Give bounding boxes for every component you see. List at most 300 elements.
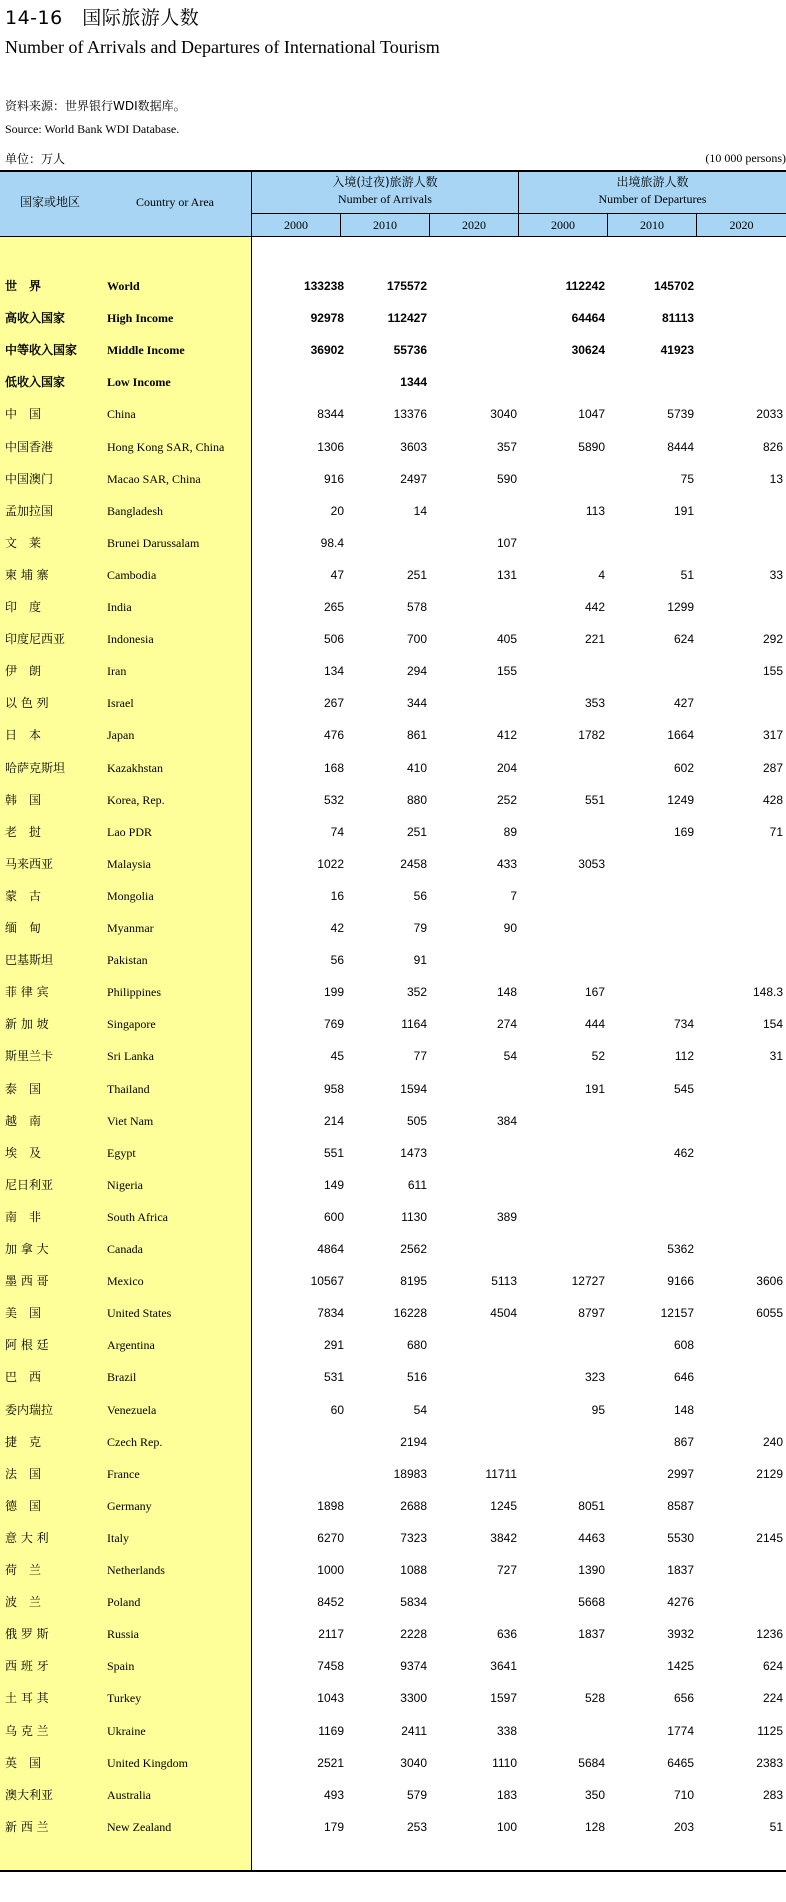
country-name-en: France (107, 1466, 140, 1481)
departures-2020-value (703, 1394, 783, 1426)
departures-2000-value (525, 527, 605, 559)
arrivals-2010-value: 344 (406, 696, 427, 711)
departures-2010-value: 41923 (660, 343, 694, 358)
country-name-cn: 韩 国 (5, 792, 42, 807)
arrivals-2000-value: 56 (330, 953, 344, 968)
departures-2000-value: 4463 (578, 1530, 605, 1545)
arrivals-2020-value (437, 687, 517, 719)
departures-2000-value: 353 (584, 696, 605, 711)
country-name-en: Australia (107, 1787, 151, 1802)
country-name-cn: 荷 兰 (5, 1563, 42, 1577)
arrivals-2020-value: 11711 (485, 1466, 517, 1481)
departures-2020-value: 317 (762, 728, 783, 743)
arrivals-2020-value: 155 (496, 664, 517, 679)
departures-2010-value: 734 (673, 1017, 694, 1032)
departures-2020-value: 51 (769, 1819, 783, 1834)
country-name-en: High Income (107, 311, 174, 326)
country-name-en: Myanmar (107, 921, 154, 935)
departures-2000-value (525, 1233, 605, 1265)
country-name-cn: 老 挝 (5, 824, 42, 839)
arrivals-2000-value: 8344 (317, 407, 344, 422)
table-row (0, 687, 786, 719)
country-name-cn: 高收入国家 (5, 311, 66, 326)
arrivals-2000-value: 199 (323, 985, 344, 1000)
country-name-cn: 德 国 (5, 1498, 42, 1513)
arrivals-2000-value: 769 (323, 1017, 344, 1032)
departures-2010-value: 1837 (667, 1563, 694, 1577)
arrivals-2010-value: 861 (406, 728, 427, 743)
arrivals-2010-value: 91 (413, 953, 427, 968)
arrivals-2000-value: 133238 (303, 279, 344, 293)
arrivals-2020-value (437, 366, 517, 398)
country-name-cn: 菲 律 宾 (5, 985, 49, 1000)
country-name-cn: 乌 克 兰 (5, 1723, 49, 1738)
country-name-cn: 印 度 (5, 600, 42, 614)
source-note-en: Source: World Bank WDI Database. (5, 122, 180, 136)
table-row (0, 1233, 786, 1265)
country-name-en: Brunei Darussalam (107, 535, 200, 550)
table-row (0, 1008, 786, 1040)
country-name-cn: 阿 根 廷 (5, 1338, 49, 1353)
departures-2010-value (614, 1105, 694, 1137)
arrivals-2000-value: 42 (330, 921, 344, 935)
arrivals-2010-value: 55736 (393, 343, 427, 358)
arrivals-2010-value: 3040 (400, 1755, 427, 1770)
departures-2010-value (614, 912, 694, 944)
departures-2010-value: 8444 (667, 439, 694, 454)
departures-2000-value (525, 880, 605, 912)
country-name-en: Iran (107, 664, 127, 679)
arrivals-2000-value (264, 1458, 344, 1490)
country-name-en: United States (107, 1306, 172, 1321)
table-row (0, 1137, 786, 1169)
country-name-en: China (107, 407, 136, 422)
arrivals-2020-value: 384 (496, 1113, 517, 1128)
departures-2020-value (703, 687, 783, 719)
country-name-cn: 埃 及 (5, 1145, 42, 1160)
country-name-cn: 越 南 (5, 1113, 42, 1128)
country-name-en: Poland (107, 1595, 141, 1610)
departures-2010-value: 608 (673, 1338, 694, 1353)
departures-2000-value: 64464 (571, 311, 605, 326)
departures-2010-value: 427 (673, 696, 694, 711)
arrivals-2020-value: 7 (510, 888, 517, 903)
departures-2000-value: 95 (591, 1402, 605, 1417)
arrivals-2010-value: 16228 (393, 1306, 427, 1321)
departures-2000-value: 113 (585, 503, 605, 518)
arrivals-2000-value: 493 (323, 1787, 344, 1802)
departures-2020-value (703, 1554, 783, 1586)
country-name-en: Low Income (107, 375, 171, 390)
arrivals-2000-value: 134 (323, 664, 344, 679)
arrivals-2020-value: 338 (496, 1723, 517, 1738)
departures-2000-value (525, 816, 605, 848)
table-bottom-rule (0, 1870, 786, 1872)
table-row (0, 1715, 786, 1747)
arrivals-2010-value: 611 (407, 1177, 427, 1192)
arrivals-2000-value: 168 (323, 760, 344, 775)
table-row (0, 1779, 786, 1811)
departures-2020-value: 624 (762, 1659, 783, 1674)
departures-2000-value (525, 1426, 605, 1458)
arrivals-2000-value: 476 (323, 728, 344, 743)
table-row (0, 1297, 786, 1329)
arrivals-2010-value: 5834 (400, 1595, 427, 1610)
departures-2010-value: 203 (673, 1819, 694, 1834)
header-year: 2000 (551, 218, 575, 232)
arrivals-2010-value: 410 (406, 760, 427, 775)
country-name-cn: 缅 甸 (5, 921, 42, 935)
country-name-en: Singapore (107, 1017, 156, 1032)
arrivals-2020-value: 252 (496, 792, 517, 807)
header-year: 2010 (640, 218, 664, 232)
departures-2000-value (525, 912, 605, 944)
departures-2020-value: 71 (769, 824, 783, 839)
country-name-en: Czech Rep. (107, 1434, 163, 1449)
arrivals-2000-value: 47 (330, 567, 344, 582)
arrivals-2020-value: 148 (496, 985, 517, 1000)
table-row (0, 463, 786, 495)
country-name-en: South Africa (107, 1209, 168, 1224)
departures-2010-value: 624 (673, 632, 694, 647)
arrivals-2020-value: 204 (496, 760, 517, 775)
table-row (0, 1201, 786, 1233)
header-bottom-rule (0, 236, 786, 237)
country-name-cn: 哈萨克斯坦 (5, 760, 66, 775)
arrivals-2010-value: 3300 (400, 1691, 427, 1706)
departures-2000-value: 551 (584, 792, 605, 807)
departures-2000-value: 52 (591, 1049, 605, 1064)
arrivals-2010-value: 56 (413, 888, 427, 903)
table-row (0, 495, 786, 527)
arrivals-2020-value: 100 (496, 1819, 517, 1834)
arrivals-2020-value (437, 270, 517, 302)
country-name-en: Ukraine (107, 1723, 146, 1738)
arrivals-2020-value (437, 495, 517, 527)
arrivals-2010-value: 1088 (400, 1563, 427, 1577)
departures-2010-value: 462 (673, 1145, 694, 1160)
country-name-cn: 低收入国家 (5, 375, 66, 390)
table-row (0, 655, 786, 687)
country-name-en: Italy (107, 1530, 129, 1545)
departures-2010-value: 51 (680, 567, 694, 582)
departures-2000-value: 8797 (578, 1306, 605, 1321)
arrivals-2010-value: 1344 (400, 375, 427, 390)
arrivals-2000-value: 265 (323, 600, 344, 614)
arrivals-2000-value: 74 (330, 824, 344, 839)
arrivals-2010-value (347, 527, 427, 559)
country-name-en: India (107, 600, 132, 614)
arrivals-2010-value: 9374 (400, 1659, 427, 1674)
table-row (0, 334, 786, 366)
table-row (0, 944, 786, 976)
departures-2020-value (703, 366, 783, 398)
country-name-en: Mexico (107, 1274, 144, 1289)
arrivals-2010-value: 112427 (387, 311, 427, 326)
arrivals-2000-value: 1022 (317, 856, 344, 871)
arrivals-2000-value: 600 (323, 1209, 344, 1224)
table-row (0, 1040, 786, 1072)
arrivals-2020-value: 357 (496, 439, 517, 454)
country-name-en: Cambodia (107, 567, 157, 582)
arrivals-2020-value (437, 1361, 517, 1393)
country-name-cn: 中等收入国家 (5, 343, 78, 358)
country-name-en: Malaysia (107, 856, 151, 871)
country-name-cn: 孟加拉国 (5, 503, 54, 518)
departures-2000-value: 12727 (571, 1274, 605, 1289)
departures-2020-value (703, 1073, 783, 1105)
arrivals-2010-value: 1130 (401, 1209, 427, 1224)
table-row (0, 1650, 786, 1682)
table-row (0, 591, 786, 623)
arrivals-2020-value: 107 (496, 535, 517, 550)
arrivals-2000-value: 532 (323, 792, 344, 807)
departures-2010-value: 169 (673, 824, 694, 839)
departures-2010-value: 75 (680, 471, 694, 486)
country-name-en: Korea, Rep. (107, 792, 165, 807)
unit-label-en: (10 000 persons) (705, 151, 786, 165)
arrivals-2020-value: 405 (496, 632, 517, 647)
country-name-cn: 英 国 (5, 1755, 42, 1770)
country-name-cn: 柬 埔 寨 (5, 567, 49, 582)
departures-2000-value: 5668 (578, 1595, 605, 1610)
header-departures-cn: 出境旅游人数 (616, 175, 689, 189)
country-name-cn: 印度尼西亚 (5, 632, 66, 647)
departures-2020-value (703, 912, 783, 944)
country-name-en: New Zealand (107, 1819, 172, 1834)
arrivals-2020-value: 5113 (491, 1274, 517, 1289)
arrivals-2000-value: 8452 (317, 1595, 344, 1610)
arrivals-2000-value: 20 (330, 503, 344, 518)
arrivals-2010-value: 2458 (400, 856, 427, 871)
departures-2000-value: 191 (584, 1081, 605, 1096)
arrivals-2020-value: 54 (503, 1049, 517, 1064)
country-name-en: Indonesia (107, 632, 154, 647)
header-arrivals-en: Number of Arrivals (338, 192, 432, 206)
departures-2020-value (703, 848, 783, 880)
departures-2000-value (525, 366, 605, 398)
arrivals-2020-value: 1245 (490, 1498, 517, 1513)
arrivals-2000-value: 6270 (317, 1530, 344, 1545)
departures-2020-value: 148.3 (752, 985, 783, 1000)
departures-2000-value (525, 655, 605, 687)
departures-2020-value (703, 1329, 783, 1361)
departures-2000-value: 5890 (578, 439, 605, 454)
header-year: 2010 (373, 218, 397, 232)
arrivals-2010-value: 2228 (400, 1627, 427, 1642)
departures-2020-value: 6055 (756, 1306, 783, 1321)
departures-2020-value (703, 495, 783, 527)
departures-2000-value (525, 1458, 605, 1490)
departures-2020-value (703, 1105, 783, 1137)
arrivals-2010-value: 13376 (393, 407, 427, 422)
arrivals-2010-value: 2562 (400, 1242, 427, 1256)
departures-2000-value (525, 1715, 605, 1747)
departures-2020-value: 155 (762, 664, 783, 679)
country-name-en: Hong Kong SAR, China (107, 439, 225, 454)
arrivals-2010-value: 505 (406, 1113, 427, 1128)
country-name-en: Spain (107, 1659, 135, 1674)
departures-2000-value: 3053 (578, 856, 605, 871)
arrivals-2000-value: 179 (323, 1819, 344, 1834)
arrivals-2010-value: 578 (406, 600, 427, 614)
departures-2020-value (703, 944, 783, 976)
arrivals-2000-value: 214 (323, 1113, 344, 1128)
arrivals-2020-value (437, 1137, 517, 1169)
arrivals-2000-value: 4864 (317, 1242, 344, 1256)
table-row (0, 1554, 786, 1586)
country-name-en: Middle Income (107, 343, 185, 358)
arrivals-2010-value: 253 (406, 1819, 427, 1834)
country-name-cn: 西 班 牙 (5, 1659, 49, 1674)
departures-2020-value: 240 (762, 1434, 783, 1449)
table-row (0, 1394, 786, 1426)
table-row (0, 976, 786, 1008)
country-name-cn: 南 非 (5, 1209, 42, 1224)
country-name-cn: 巴 西 (5, 1370, 42, 1385)
country-name-en: Kazakhstan (107, 760, 163, 775)
country-name-en: United Kingdom (107, 1755, 188, 1770)
arrivals-2000-value (264, 366, 344, 398)
departures-2010-value (614, 976, 694, 1008)
country-name-cn: 泰 国 (5, 1081, 42, 1096)
departures-2010-value (614, 848, 694, 880)
departures-2000-value: 1047 (578, 407, 605, 422)
arrivals-2010-value: 7323 (400, 1530, 427, 1545)
arrivals-2000-value: 531 (323, 1370, 344, 1385)
departures-2020-value: 2383 (756, 1755, 783, 1770)
arrivals-2010-value: 294 (406, 664, 427, 679)
arrivals-2020-value: 1110 (492, 1755, 517, 1770)
arrivals-2020-value: 183 (496, 1787, 517, 1802)
table-row (0, 1747, 786, 1779)
country-name-en: Russia (107, 1627, 140, 1642)
arrivals-2010-value: 77 (413, 1049, 427, 1064)
arrivals-2010-value: 18983 (393, 1466, 427, 1481)
header-departures-en: Number of Departures (598, 192, 707, 206)
departures-2000-value (525, 1105, 605, 1137)
departures-2010-value: 81113 (661, 311, 694, 326)
country-name-en: Egypt (107, 1145, 136, 1160)
departures-2020-value: 283 (762, 1787, 783, 1802)
arrivals-2020-value (437, 944, 517, 976)
country-name-cn: 世 界 (5, 279, 42, 293)
arrivals-2000-value: 7458 (317, 1659, 344, 1674)
arrivals-2000-value: 551 (323, 1145, 344, 1160)
arrivals-2020-value (437, 1169, 517, 1201)
arrivals-2010-value: 14 (413, 503, 427, 518)
departures-2010-value (614, 527, 694, 559)
departures-2020-value (703, 302, 783, 334)
country-name-cn: 捷 克 (5, 1434, 42, 1449)
country-name-en: Thailand (107, 1081, 150, 1096)
arrivals-2020-value: 4504 (490, 1306, 517, 1321)
departures-2020-value: 31 (769, 1049, 783, 1064)
country-name-cn: 澳大利亚 (5, 1787, 54, 1802)
departures-2000-value (525, 1137, 605, 1169)
departures-2000-value (525, 463, 605, 495)
table-row (0, 1265, 786, 1297)
departures-2000-value: 323 (584, 1370, 605, 1385)
departures-2020-value: 2033 (756, 407, 783, 422)
departures-2000-value: 167 (584, 985, 605, 1000)
country-name-cn: 美 国 (5, 1306, 42, 1321)
country-name-cn: 新 加 坡 (5, 1017, 49, 1032)
table-row (0, 1105, 786, 1137)
departures-2020-value (703, 334, 783, 366)
country-name-cn: 波 兰 (5, 1595, 42, 1610)
departures-2010-value: 5530 (667, 1530, 694, 1545)
arrivals-2010-value: 579 (406, 1787, 427, 1802)
arrivals-2010-value: 2411 (401, 1723, 427, 1738)
departures-2000-value: 221 (584, 632, 605, 647)
country-name-cn: 加 拿 大 (5, 1242, 49, 1256)
arrivals-2000-value: 92978 (310, 311, 344, 326)
arrivals-2010-value: 54 (413, 1402, 427, 1417)
country-name-cn: 土 耳 其 (5, 1691, 49, 1706)
country-name-en: Turkey (107, 1691, 142, 1706)
arrivals-2010-value: 700 (406, 632, 427, 647)
table-row (0, 1458, 786, 1490)
arrivals-2000-value: 267 (323, 696, 344, 711)
departures-2000-value: 528 (584, 1691, 605, 1706)
departures-2020-value: 1236 (756, 1627, 783, 1642)
arrivals-2000-value: 958 (323, 1081, 344, 1096)
arrivals-2020-value: 433 (496, 856, 517, 871)
page-title-cn: 14-16 国际旅游人数 (5, 7, 200, 29)
arrivals-2000-value: 1043 (317, 1691, 344, 1706)
country-name-en: Brazil (107, 1370, 137, 1385)
country-name-en: Bangladesh (107, 503, 163, 518)
arrivals-2020-value: 412 (496, 728, 517, 743)
country-name-cn: 尼日利亚 (5, 1177, 54, 1192)
departures-2020-value: 224 (762, 1691, 783, 1706)
country-name-en: Argentina (107, 1338, 155, 1353)
table-row (0, 1682, 786, 1714)
arrivals-2000-value: 16 (330, 888, 344, 903)
departures-2020-value: 33 (769, 567, 783, 582)
departures-2000-value (525, 1169, 605, 1201)
departures-2020-value: 826 (762, 439, 783, 454)
arrivals-2000-value: 1000 (317, 1563, 344, 1577)
table-row (0, 1169, 786, 1201)
table-row (0, 1522, 786, 1554)
departures-2010-value: 3932 (667, 1627, 694, 1642)
arrivals-2010-value: 3603 (400, 439, 427, 454)
arrivals-2000-value: 506 (323, 632, 344, 647)
arrivals-2020-value: 389 (496, 1209, 517, 1224)
country-name-en: Mongolia (107, 888, 154, 903)
departures-2020-value (703, 1137, 783, 1169)
table-row (0, 1329, 786, 1361)
table-row (0, 752, 786, 784)
tourism-table (0, 170, 786, 1872)
table-row (0, 912, 786, 944)
arrivals-2020-value: 3641 (490, 1659, 517, 1674)
departures-2010-value: 6465 (667, 1755, 694, 1770)
arrivals-2000-value: 7834 (317, 1306, 344, 1321)
arrivals-2000-value: 291 (323, 1338, 344, 1353)
arrivals-2000-value: 60 (330, 1402, 344, 1417)
arrivals-2000-value: 10567 (310, 1274, 344, 1289)
departures-2020-value: 2145 (756, 1530, 783, 1545)
departures-2010-value: 602 (673, 760, 694, 775)
departures-2020-value (703, 1490, 783, 1522)
country-name-en: Philippines (107, 985, 162, 1000)
arrivals-2010-value: 2688 (400, 1498, 427, 1513)
country-name-en: Canada (107, 1242, 143, 1256)
arrivals-2010-value: 1594 (400, 1081, 427, 1096)
